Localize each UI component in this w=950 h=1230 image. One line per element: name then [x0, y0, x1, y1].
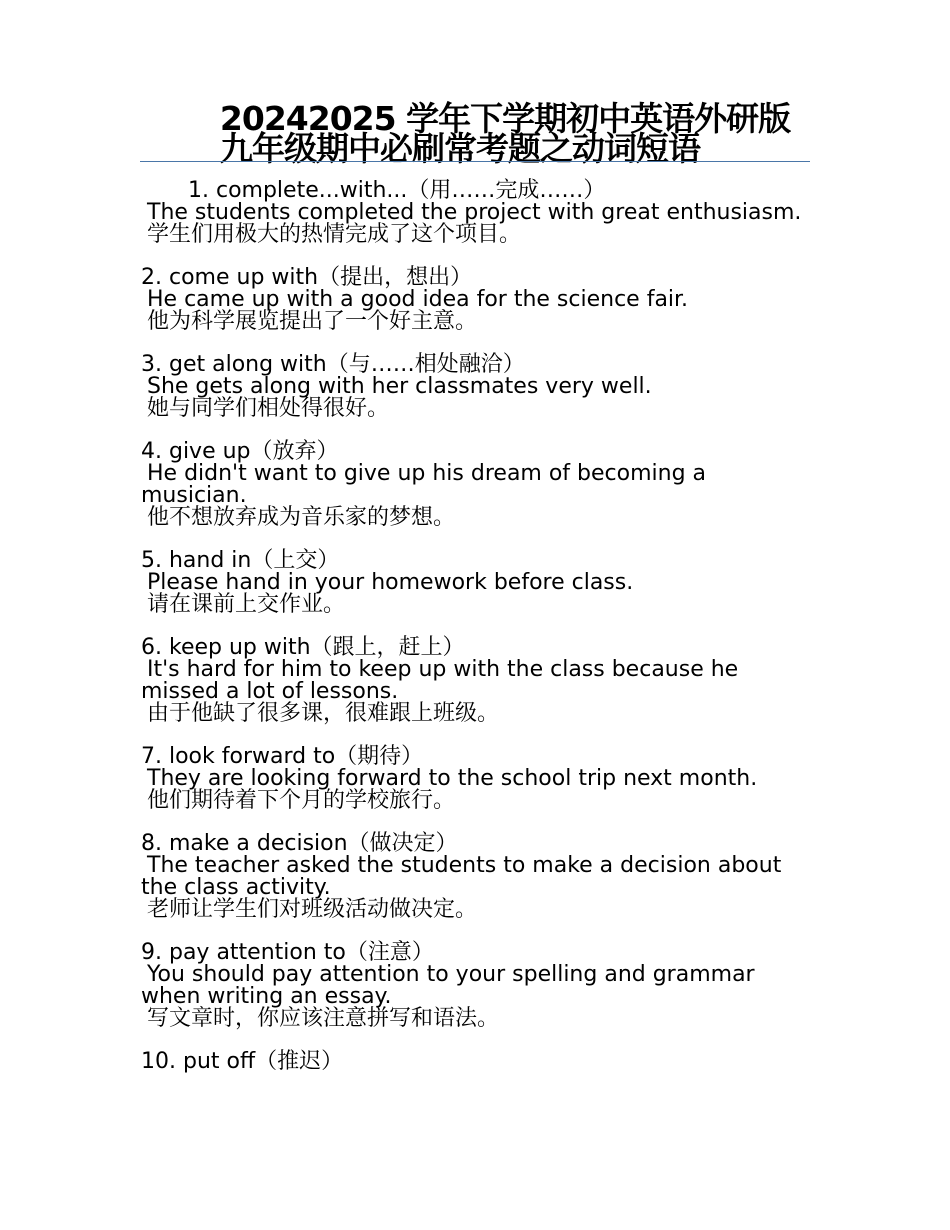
phrase-heading: 2. come up with（提出，想出） — [141, 265, 473, 290]
english-example: It's hard for him to keep up with the class because he missed a lot of lessons. — [141, 657, 739, 704]
chinese-translation: 他为科学展览提出了一个好主意。 — [147, 309, 478, 334]
phrase-heading: 4. give up（放弃） — [141, 439, 339, 464]
phrase-heading: 9. pay attention to（注意） — [141, 940, 434, 965]
title-line-2: 九年级期中必刷常考题之动词短语 — [220, 129, 700, 168]
phrase-item-2 — [141, 267, 816, 333]
phrase-item-9 — [141, 942, 816, 1030]
phrase-heading: 1. complete...with...（用……完成……） — [188, 178, 606, 203]
phrase-heading: 8. make a decision（做决定） — [141, 831, 458, 856]
chinese-translation: 他不想放弃成为音乐家的梦想。 — [147, 505, 456, 530]
phrase-heading: 7. look forward to（期待） — [141, 744, 424, 769]
phrase-list — [141, 180, 816, 1094]
english-example: The students completed the project with great enthusiasm. — [147, 200, 802, 225]
phrase-heading: 5. hand in（上交） — [141, 548, 340, 573]
chinese-translation: 由于他缺了很多课，很难跟上班级。 — [147, 701, 500, 726]
phrase-item-7 — [141, 746, 816, 812]
chinese-translation: 写文章时，你应该注意拼写和语法。 — [147, 1006, 500, 1031]
phrase-item-5 — [141, 550, 816, 616]
phrase-item-10 — [141, 1051, 816, 1073]
phrase-item-8 — [141, 833, 816, 921]
title-underline — [140, 161, 810, 162]
english-example: He came up with a good idea for the science fair. — [147, 287, 689, 312]
english-example: Please hand in your homework before class. — [147, 570, 634, 595]
chinese-translation: 请在课前上交作业。 — [147, 592, 346, 617]
title-line-1: 20242025 学年下学期初中英语外研版 — [219, 99, 791, 138]
phrase-item-1 — [141, 180, 816, 246]
phrase-heading: 3. get along with（与……相处融洽） — [141, 352, 525, 377]
english-example: She gets along with her classmates very well. — [147, 374, 652, 399]
chinese-translation: 老师让学生们对班级活动做决定。 — [147, 897, 478, 922]
english-example: They are looking forward to the school trip next month. — [147, 766, 758, 791]
english-example: The teacher asked the students to make a decision about the class activity. — [141, 853, 782, 900]
chinese-translation: 学生们用极大的热情完成了这个项目。 — [147, 222, 522, 247]
phrase-item-4 — [141, 441, 816, 529]
phrase-item-3 — [141, 354, 816, 420]
phrase-heading: 10. put off（推迟） — [141, 1049, 344, 1074]
english-example: You should pay attention to your spelling and grammar when writing an essay. — [141, 962, 755, 1009]
chinese-translation: 他们期待着下个月的学校旅行。 — [147, 788, 456, 813]
chinese-translation: 她与同学们相处得很好。 — [147, 396, 390, 421]
phrase-heading: 6. keep up with（跟上，赶上） — [141, 635, 465, 660]
document-title — [140, 99, 810, 168]
english-example: He didn't want to give up his dream of becoming a musician. — [141, 461, 707, 508]
phrase-item-6 — [141, 637, 816, 725]
